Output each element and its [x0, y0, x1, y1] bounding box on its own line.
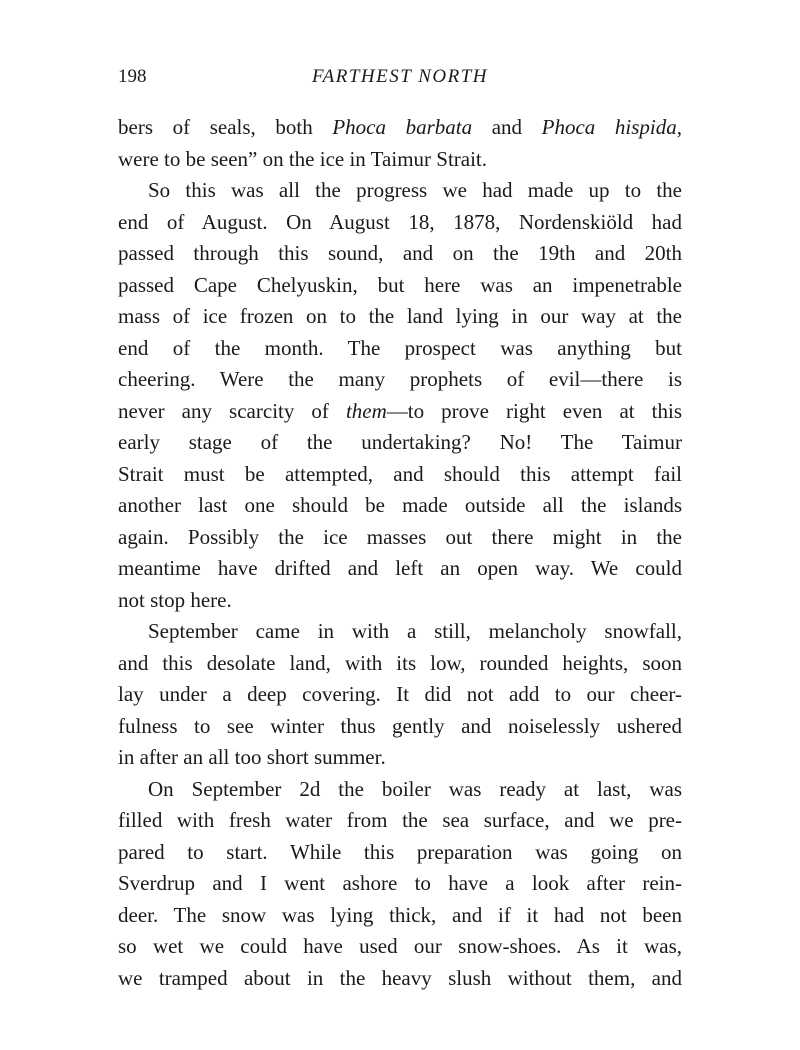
text-line: deer. The snow was lying thick, and if it had not been [118, 902, 682, 927]
text-line: bers of seals, both Phoca barbata and Phoca hispida, [118, 115, 682, 139]
text-line: early stage of the undertaking? No! The Taimur [118, 430, 682, 454]
text-line: end of August. On August 18, 1878, Nordenskiöld had [118, 209, 682, 234]
running-title: FARTHEST NORTH [311, 66, 489, 87]
text-line: were to be seen” on the ice in Taimur Strait. [118, 146, 488, 171]
body-text [118, 112, 682, 994]
text-line: On September 2d the boiler was ready at last, was [148, 776, 682, 801]
text-line: Sverdrup and I went ashore to have a look after rein- [118, 871, 682, 895]
text-line: So this was all the progress we had made up to the [148, 178, 682, 202]
text-line: not stop here. [118, 587, 232, 612]
page-number: 198 [118, 66, 147, 87]
text-line: meantime have drifted and left an open way. We could [118, 556, 682, 580]
text-line: passed through this sound, and on the 19th and 20th [118, 241, 682, 265]
paragraph [118, 616, 682, 774]
text-line: mass of ice frozen on to the land lying in our way at the [118, 304, 682, 328]
text-line: so wet we could have used our snow-shoes. As it was, [118, 934, 682, 958]
paragraph [118, 774, 682, 995]
text-line: and this desolate land, with its low, rounded heights, soon [118, 650, 682, 675]
text-line: end of the month. The prospect was anything but [118, 335, 682, 360]
text-line: another last one should be made outside all the islands [118, 493, 682, 517]
text-line: lay under a deep covering. It did not add to our cheer- [118, 682, 682, 706]
text-line: filled with fresh water from the sea surface, and we pre- [118, 808, 682, 832]
text-line: September came in with a still, melancholy snowfall, [148, 619, 682, 643]
text-line: we tramped about in the heavy slush without them, and [118, 965, 682, 990]
text-line: fulness to see winter thus gently and noiselessly ushered [118, 713, 682, 738]
text-line: never any scarcity of them—to prove right even at this [118, 398, 683, 423]
paragraph [118, 175, 682, 616]
text-line: again. Possibly the ice masses out there might in the [118, 524, 682, 549]
text-line: pared to start. While this preparation was going on [118, 839, 682, 864]
text-line: in after an all too short summer. [118, 745, 386, 769]
page-header [118, 62, 682, 92]
text-line: cheering. Were the many prophets of evil—there is [118, 367, 682, 391]
paragraph [118, 112, 682, 175]
text-line: passed Cape Chelyuskin, but here was an impenetrable [118, 272, 682, 297]
text-line: Strait must be attempted, and should this attempt fail [118, 461, 682, 486]
